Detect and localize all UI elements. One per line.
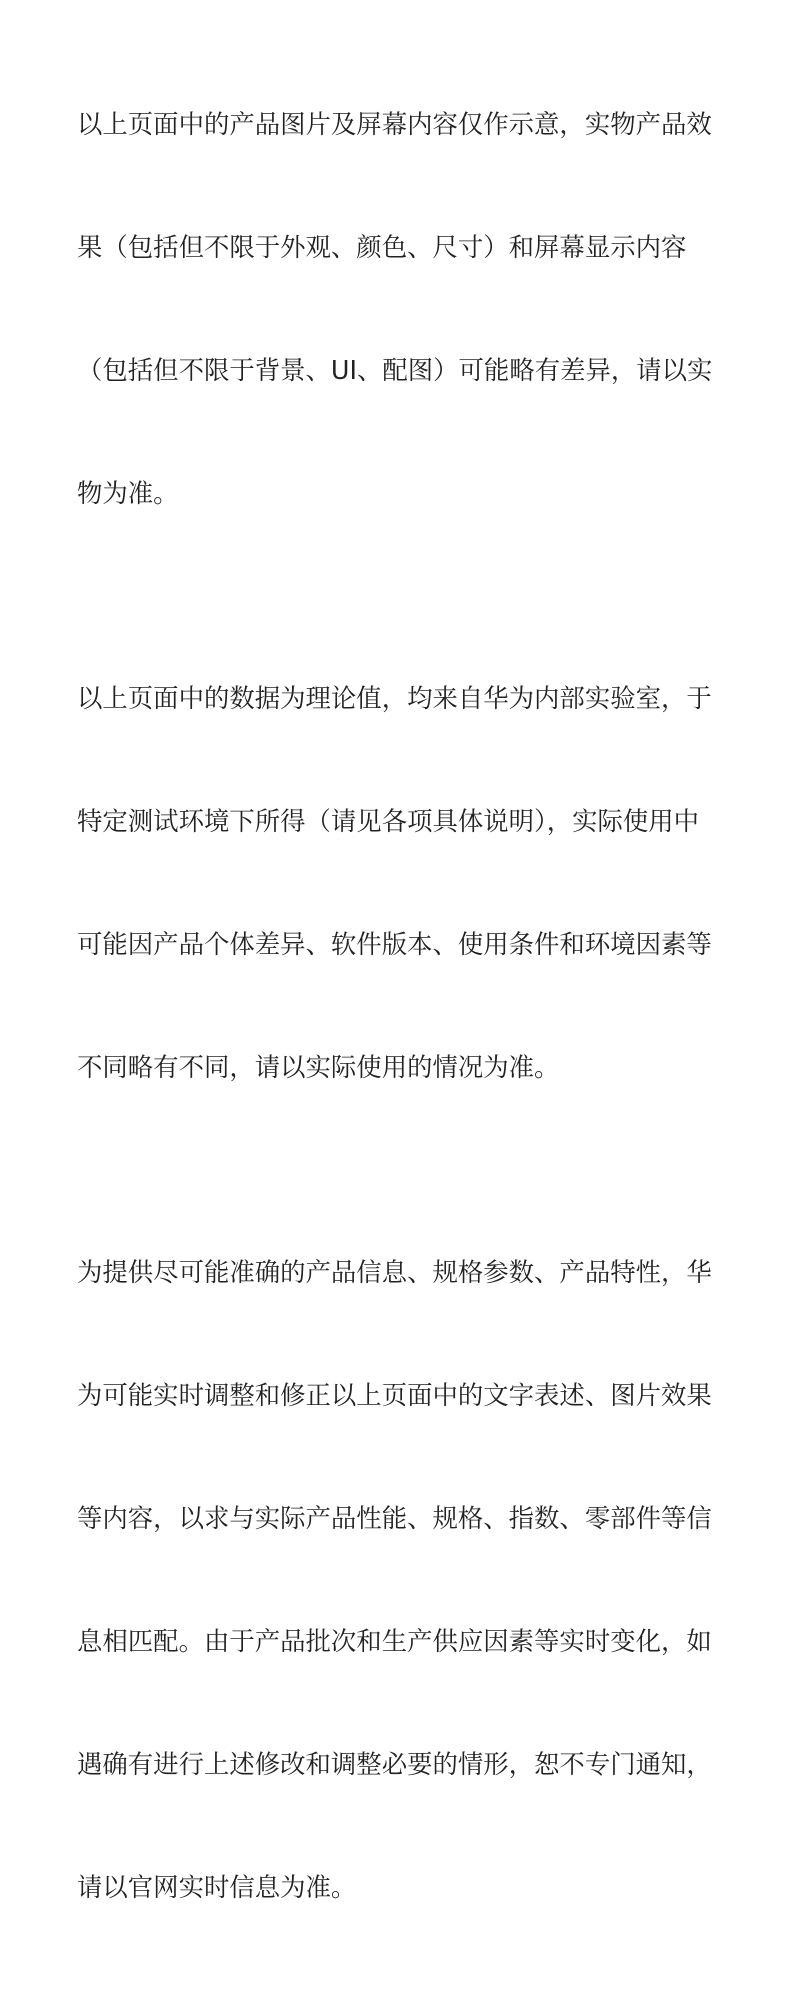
- text-line: 等内容，以求与实际产品性能、规格、指数、零部件等信: [77, 1503, 712, 1533]
- disclaimer-text: [77, 22, 717, 1990]
- text-line: 为提供尽可能准确的产品信息、规格参数、产品特性，华: [77, 1257, 712, 1287]
- text-line: 特定测试环境下所得（请见各项具体说明），实际使用中: [77, 806, 700, 836]
- text-line: 物为准。: [77, 478, 179, 508]
- disclaimer-paragraph-lab-data: [77, 596, 717, 1170]
- disclaimer-paragraph-realtime-updates: [77, 1170, 717, 1990]
- text-line: 以上页面中的产品图片及屏幕内容仅作示意，实物产品效: [77, 109, 712, 139]
- disclaimer-paragraph-product-images: [77, 22, 717, 596]
- text-line: 息相匹配。由于产品批次和生产供应因素等实时变化，如: [77, 1626, 712, 1656]
- text-line: 不同略有不同，请以实际使用的情况为准。: [77, 1052, 560, 1082]
- text-line: 果（包括但不限于外观、颜色、尺寸）和屏幕显示内容: [77, 232, 687, 262]
- text-line: 请以官网实时信息为准。: [77, 1872, 357, 1902]
- text-line: 遇确有进行上述修改和调整必要的情形，恕不专门通知，: [77, 1749, 712, 1779]
- text-line: 可能因产品个体差异、软件版本、使用条件和环境因素等: [77, 929, 712, 959]
- text-line: 以上页面中的数据为理论值，均来自华为内部实验室，于: [77, 683, 712, 713]
- text-line: 为可能实时调整和修正以上页面中的文字表述、图片效果: [77, 1380, 712, 1410]
- text-line: （包括但不限于背景、UI、配图）可能略有差异，请以实: [77, 355, 713, 385]
